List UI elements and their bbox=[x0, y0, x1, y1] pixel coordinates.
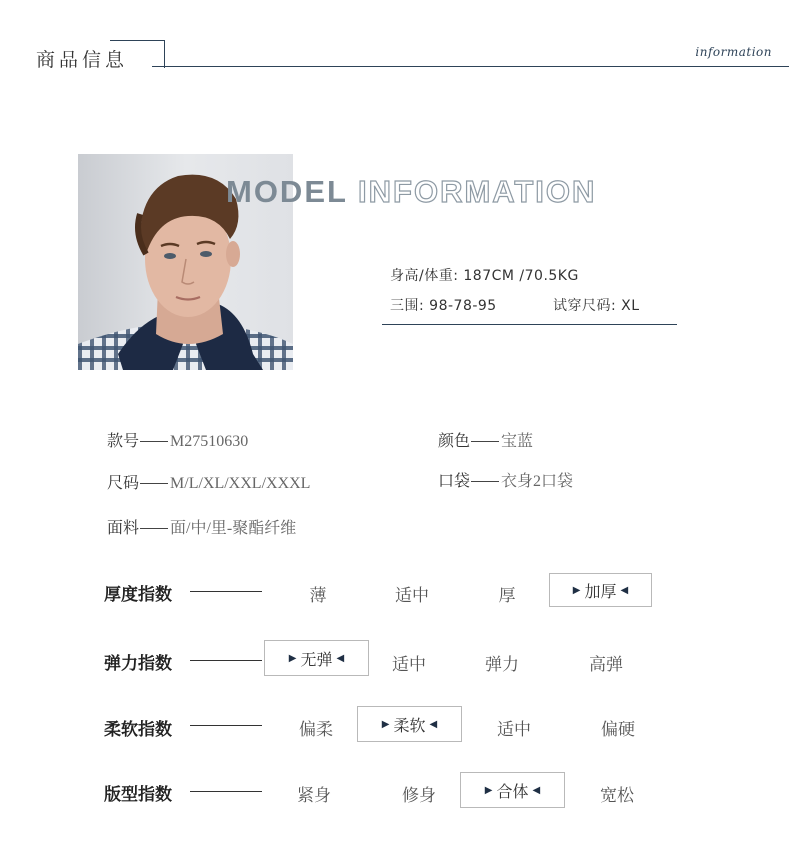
model-info-underline bbox=[382, 324, 677, 325]
softness-index-label: 柔软指数 bbox=[104, 720, 172, 740]
elasticity-option: 适中 bbox=[392, 655, 426, 674]
title-bracket-side bbox=[164, 40, 165, 68]
fit-option: 紧身 bbox=[297, 786, 331, 805]
model-heading-word: MODEL bbox=[226, 174, 348, 209]
spec-label: 颜色 bbox=[438, 431, 471, 450]
triangle-left-icon: ◀ bbox=[532, 784, 541, 796]
elasticity-option: 弹力 bbox=[485, 655, 519, 674]
header-divider bbox=[152, 66, 789, 67]
height-weight: 身高/体重: 187CM /70.5KG bbox=[390, 268, 579, 284]
measurements: 三围: 98-78-95 bbox=[390, 298, 497, 314]
triangle-right-icon: ▶ bbox=[381, 718, 390, 730]
triangle-left-icon: ◀ bbox=[620, 584, 629, 596]
triangle-right-icon: ▶ bbox=[288, 652, 297, 664]
spec-style-no bbox=[107, 428, 248, 451]
spec-label: 尺码 bbox=[107, 473, 140, 492]
section-title: 商品信息 bbox=[36, 49, 129, 71]
elasticity-option: 高弹 bbox=[589, 655, 623, 674]
triangle-right-icon: ▶ bbox=[572, 584, 581, 596]
spec-label: 款号 bbox=[107, 431, 140, 450]
index-dash bbox=[190, 660, 262, 661]
fit-option: 宽松 bbox=[600, 786, 634, 805]
information-script-text: information bbox=[695, 45, 772, 59]
spec-label: 面料 bbox=[107, 518, 140, 537]
spec-value: M27510630 bbox=[170, 433, 249, 450]
spec-dash bbox=[140, 483, 168, 484]
selected-option-label: 无弹 bbox=[300, 649, 333, 669]
thickness-option: 厚 bbox=[498, 586, 516, 605]
thickness-option: 适中 bbox=[395, 586, 429, 605]
thickness-option: 薄 bbox=[309, 586, 327, 605]
title-bracket-top bbox=[110, 40, 165, 41]
triangle-right-icon: ▶ bbox=[484, 784, 493, 796]
information-heading-word: INFORMATION bbox=[358, 174, 597, 209]
softness-option: 偏柔 bbox=[299, 720, 333, 739]
tried-size: 试穿尺码: XL bbox=[553, 298, 640, 314]
index-dash bbox=[190, 591, 262, 592]
triangle-left-icon: ◀ bbox=[336, 652, 345, 664]
spec-value: 面/中/里-聚酯纤维 bbox=[170, 520, 297, 537]
thickness-index-label: 厚度指数 bbox=[104, 585, 172, 605]
selected-option-label: 合体 bbox=[496, 781, 529, 801]
fit-option: 修身 bbox=[402, 786, 436, 805]
fit-index-label: 版型指数 bbox=[104, 785, 172, 805]
spec-dash bbox=[471, 441, 499, 442]
spec-dash bbox=[471, 481, 499, 482]
elasticity-selected-option bbox=[264, 640, 369, 676]
elasticity-index-label: 弹力指数 bbox=[104, 654, 172, 674]
spec-value: M/L/XL/XXL/XXXL bbox=[170, 475, 311, 492]
triangle-left-icon: ◀ bbox=[429, 718, 438, 730]
selected-option-label: 柔软 bbox=[393, 715, 426, 735]
index-dash bbox=[190, 791, 262, 792]
spec-fabric bbox=[107, 515, 296, 538]
thickness-selected-option bbox=[549, 573, 652, 607]
spec-value: 宝蓝 bbox=[501, 433, 534, 450]
model-information-heading bbox=[226, 174, 596, 210]
spec-dash bbox=[140, 528, 168, 529]
spec-value: 衣身2口袋 bbox=[501, 473, 574, 490]
selected-option-label: 加厚 bbox=[584, 581, 617, 601]
spec-pocket bbox=[438, 468, 573, 491]
fit-selected-option bbox=[460, 772, 565, 808]
softness-option: 偏硬 bbox=[601, 720, 635, 739]
softness-option: 适中 bbox=[497, 720, 531, 739]
spec-dash bbox=[140, 441, 168, 442]
index-dash bbox=[190, 725, 262, 726]
softness-selected-option bbox=[357, 706, 462, 742]
spec-label: 口袋 bbox=[438, 471, 471, 490]
spec-size bbox=[107, 470, 310, 493]
spec-color bbox=[438, 428, 533, 451]
